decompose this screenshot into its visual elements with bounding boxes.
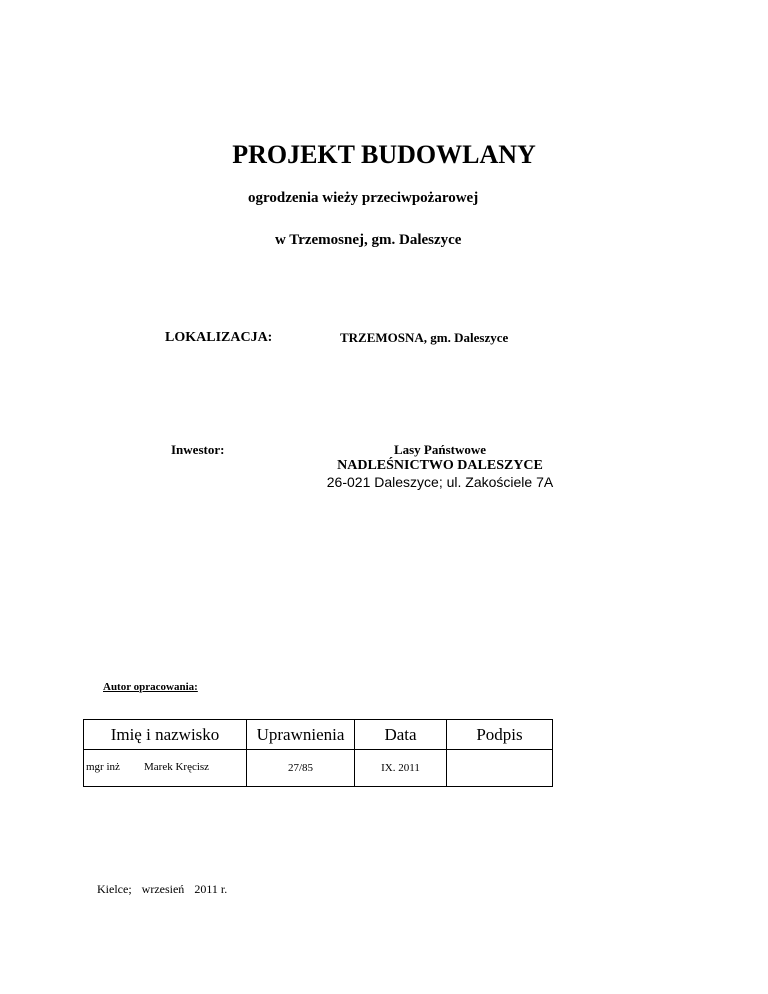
investor-line2: NADLEŚNICTWO DALESZYCE <box>337 458 543 473</box>
cell-date: IX. 2011 <box>355 750 447 787</box>
document-title <box>0 140 768 170</box>
header-date: Data <box>355 720 447 750</box>
footer-month: wrzesień <box>141 882 185 896</box>
footer-place-date <box>97 882 237 897</box>
cell-signature <box>447 750 553 787</box>
location-value: TRZEMOSNA, gm. Daleszyce <box>340 330 509 345</box>
investor-label: Inwestor: <box>171 442 225 457</box>
author-label: Autor opracowania: <box>103 681 198 693</box>
header-name: Imię i nazwisko <box>84 720 247 750</box>
signature-table-header-row <box>84 720 553 750</box>
footer-year: 2011 r. <box>194 882 228 896</box>
document-subtitle-line1: ogrodzenia wieży przeciwpożarowej <box>248 190 479 206</box>
signature-table <box>83 719 553 787</box>
cell-permissions: 27/85 <box>247 750 355 787</box>
investor-line3: 26-021 Daleszyce; ul. Zakościele 7A <box>326 474 554 490</box>
footer-city: Kielce; <box>97 882 132 896</box>
document-subtitle-line2: w Trzemosnej, gm. Daleszyce <box>275 232 462 248</box>
cell-name-prefix: mgr inż <box>86 761 120 773</box>
investor-details <box>300 442 580 490</box>
location-label: LOKALIZACJA: <box>165 330 273 345</box>
table-row <box>84 750 553 787</box>
header-permissions: Uprawnienia <box>247 720 355 750</box>
header-signature: Podpis <box>447 720 553 750</box>
cell-name <box>84 750 247 787</box>
cell-name-value: Marek Kręcisz <box>144 761 210 773</box>
document-title-text: PROJEKT BUDOWLANY <box>232 140 536 169</box>
investor-line1: Lasy Państwowe <box>393 442 487 457</box>
